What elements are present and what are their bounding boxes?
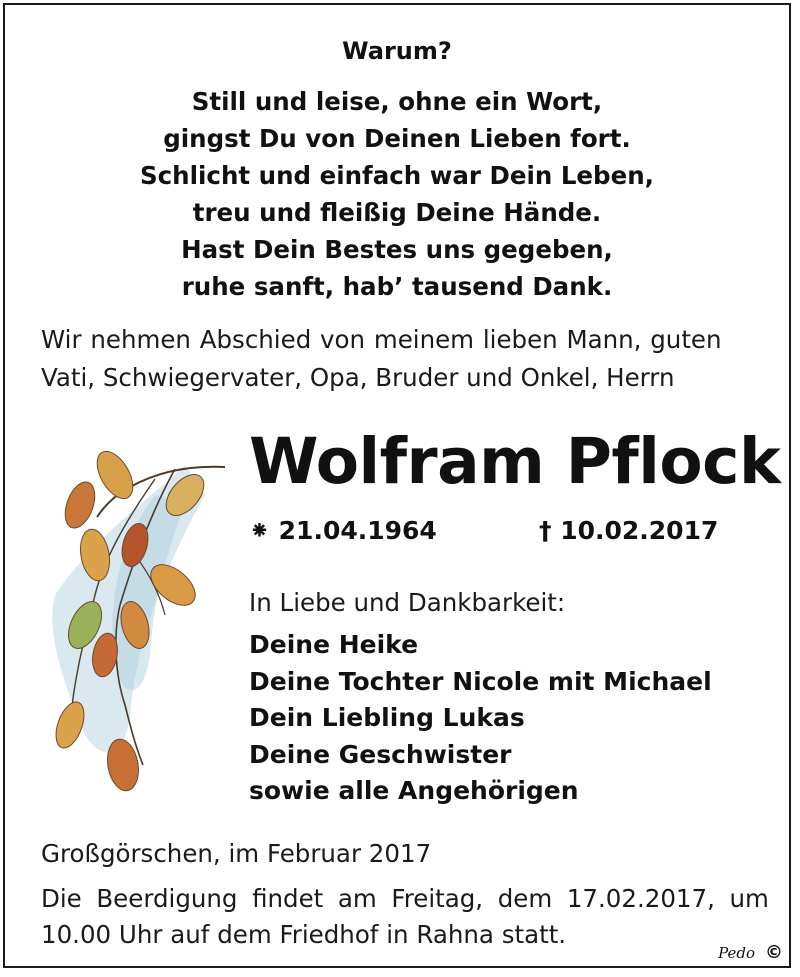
mourner: Deine Heike — [249, 630, 419, 659]
birth-date: ⁕ 21.04.1964 — [249, 516, 437, 545]
poem-title: Warum? — [342, 37, 452, 65]
poem-line: Still und leise, ohne ein Wort, — [191, 87, 603, 116]
place-date: Großgörschen, im Februar 2017 — [41, 839, 432, 868]
death-date: † 10.02.2017 — [539, 516, 719, 545]
designer-signature: Pedo — [718, 944, 755, 962]
deceased-name: Wolfram Pflock — [249, 425, 781, 498]
obituary-notice — [3, 3, 791, 968]
mourner: Dein Liebling Lukas — [249, 703, 525, 732]
poem-line: Schlicht und einfach war Dein Leben, — [140, 161, 654, 190]
funeral-line — [41, 881, 769, 917]
poem-line: treu und fleißig Deine Hände. — [192, 198, 602, 227]
mourner: Deine Geschwister — [249, 739, 512, 769]
funeral-word: Beerdigung — [96, 884, 238, 913]
funeral-line: 10.00 Uhr auf dem Friedhof in Rahna statt. — [41, 920, 567, 949]
autumn-leaves-icon — [35, 435, 235, 815]
mourner: Deine Tochter Nicole mit Michael — [249, 666, 712, 696]
farewell-intro — [41, 321, 722, 397]
poem-line: ruhe sanft, hab’ tausend Dank. — [181, 272, 613, 301]
funeral-word: findet — [252, 884, 324, 913]
funeral-word: um — [729, 884, 769, 913]
thanks-line: In Liebe und Dankbarkeit: — [249, 588, 566, 617]
funeral-word: Freitag, — [391, 884, 484, 913]
funeral-word: dem — [497, 884, 553, 913]
copyright-mark: © — [765, 942, 783, 963]
poem — [5, 83, 789, 305]
funeral-word: 17.02.2017, — [566, 884, 715, 913]
poem-line: Hast Dein Bestes uns gegeben, — [181, 235, 613, 264]
funeral-word: Die — [41, 884, 82, 913]
poem-line: gingst Du von Deinen Lieben fort. — [163, 124, 631, 153]
funeral-word: am — [337, 884, 377, 913]
funeral-info — [41, 881, 769, 953]
mourner: sowie alle Angehörigen — [249, 776, 579, 805]
intro-line: Vati, Schwiegervater, Opa, Bruder und Onkel, Herrn — [41, 363, 675, 392]
mourners-list — [249, 627, 712, 810]
intro-line: Wir nehmen Abschied von meinem lieben Mann, guten — [41, 325, 722, 354]
